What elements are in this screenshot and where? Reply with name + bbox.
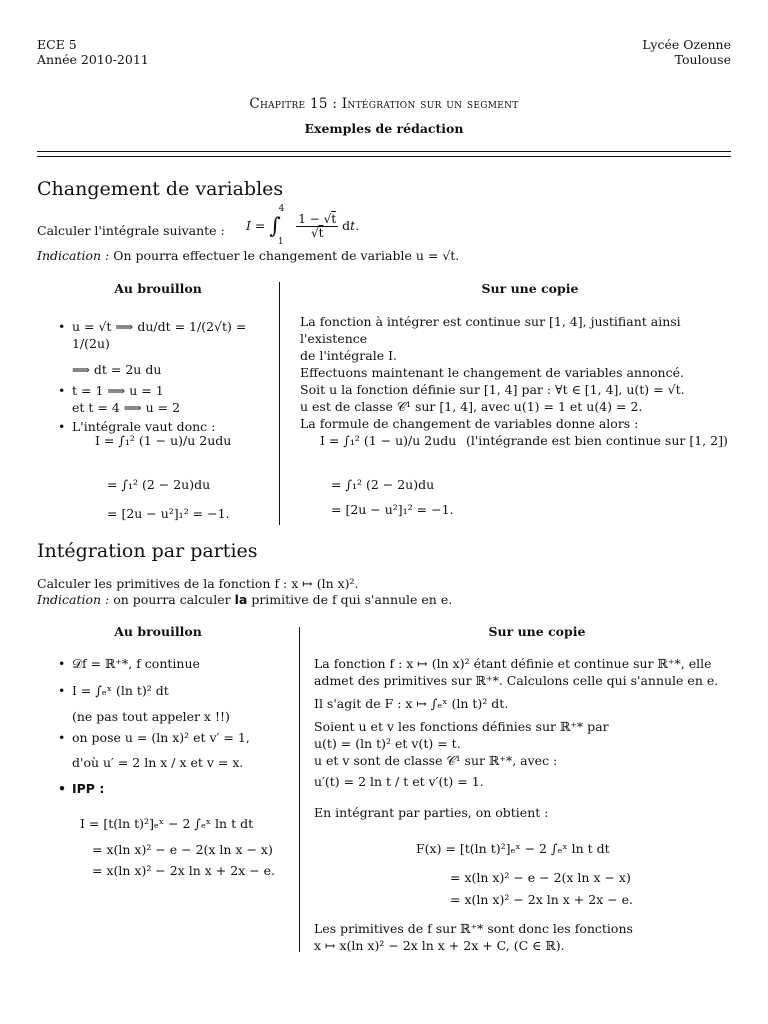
column-divider — [299, 627, 300, 952]
indication-label: Indication : — [37, 592, 110, 607]
task-text: Calculer les primitives de la fonction f : x ↦ (ln x)². — [37, 576, 359, 591]
copy-line: Les primitives de f sur ℝ⁺* sont donc les fonctions — [314, 921, 633, 936]
copy-line: u est de classe 𝒞¹ sur [1, 4], avec u(1) = 1 et u(4) = 2. — [300, 399, 643, 414]
draft-step: • u = √t ⟹ du/dt = 1/(2√t) = 1/(2u) — [72, 318, 277, 352]
draft-step: • L'intégrale vaut donc : — [72, 418, 277, 435]
copy-equation: = [2u − u²]₁² = −1. — [331, 502, 454, 517]
draft-step: • on pose u = (ln x)² et v′ = 1, — [72, 729, 292, 746]
copy-conclusion — [314, 920, 754, 954]
header-rule-bottom — [37, 156, 731, 157]
copy-line: de l'intégrale I. — [300, 348, 397, 363]
copy-line: u et v sont de classe 𝒞¹ sur ℝ⁺*, avec : — [314, 753, 558, 768]
city-label: Toulouse — [674, 52, 731, 67]
column-divider — [279, 282, 280, 525]
draft-equation: = ∫₁² (2 − 2u)du — [107, 477, 211, 492]
class-label: ECE 5 — [37, 37, 77, 52]
task-formula: $I = \int_1^4$ $\frac{1 - √t}{√t}$ dt. — [246, 203, 360, 247]
copy-line: u′(t) = 2 ln t / t et v′(t) = 1. — [314, 774, 484, 789]
school-label: Lycée Ozenne — [642, 37, 731, 52]
copy-heading: Sur une copie — [488, 624, 586, 639]
header-rule-top — [37, 151, 731, 152]
copy-line: Soient u et v les fonctions définies sur ℝ⁺* par — [314, 719, 609, 734]
copy-equation: = x(ln x)² − e − 2(x ln x − x) — [450, 870, 631, 885]
copy-equation-note: (l'intégrande est bien continue sur [1, 2]) — [466, 433, 728, 448]
copy-equation: I = ∫₁² (1 − u)/u 2udu — [320, 433, 457, 448]
indication-line — [37, 247, 459, 264]
draft-equation: I = [t(ln t)²]ₑˣ − 2 ∫ₑˣ ln t dt — [80, 816, 254, 831]
indication-line — [37, 591, 452, 608]
draft-heading: Au brouillon — [114, 281, 202, 296]
draft-equation: = [2u − u²]₁² = −1. — [107, 506, 230, 521]
copy-line: La fonction f : x ↦ (ln x)² étant définie et continue sur ℝ⁺*, elle — [314, 656, 712, 671]
copy-column-1 — [300, 313, 740, 432]
copy-line: Effectuons maintenant le changement de variables annoncé. — [300, 365, 684, 380]
draft-step: • t = 1 ⟹ u = 1 — [72, 382, 277, 399]
copy-line: La formule de changement de variables donne alors : — [300, 416, 639, 431]
draft-step: et t = 4 ⟹ u = 2 — [72, 400, 181, 415]
section-title-ibp: Intégration par parties — [37, 540, 258, 562]
chapter-title: Chapitre 15 : Intégration sur un segment — [249, 96, 519, 112]
copy-line: x ↦ x(ln x)² − 2x ln x + 2x + C, (C ∈ ℝ). — [314, 938, 565, 953]
copy-line: La fonction à intégrer est continue sur [1, 4], justifiant ainsi l'existence — [300, 314, 681, 346]
copy-column-2 — [314, 655, 754, 821]
ibp-label: • IPP : — [72, 780, 292, 797]
copy-heading: Sur une copie — [481, 281, 579, 296]
draft-step: ⟹ dt = 2u du — [72, 362, 162, 377]
indication-emphasis: la — [234, 592, 248, 607]
copy-line: Il s'agit de F : x ↦ ∫ₑˣ (ln t)² dt. — [314, 696, 509, 711]
year-label: Année 2010-2011 — [37, 52, 149, 67]
indication-label: Indication : — [37, 248, 110, 263]
draft-heading: Au brouillon — [114, 624, 202, 639]
task-text: Calculer l'intégrale suivante : — [37, 223, 225, 238]
copy-line: u(t) = (ln t)² et v(t) = t. — [314, 736, 461, 751]
indication-text: on pourra calculer — [113, 592, 231, 607]
copy-line: Soit u la fonction définie sur [1, 4] par : ∀t ∈ [1, 4], u(t) = √t. — [300, 382, 685, 397]
draft-equation: = x(ln x)² − 2x ln x + 2x − e. — [92, 863, 276, 878]
draft-step: • 𝒟f = ℝ⁺*, f continue — [72, 655, 292, 672]
draft-column-2 — [72, 655, 292, 797]
draft-step: • I = ∫ₑˣ (ln t)² dt — [72, 682, 292, 699]
draft-equation: I = ∫₁² (1 − u)/u 2udu — [95, 433, 232, 448]
document-subtitle: Exemples de rédaction — [304, 121, 464, 136]
draft-column-1 — [72, 318, 277, 435]
indication-text: primitive de f qui s'annule en e. — [251, 592, 453, 607]
copy-line: En intégrant par parties, on obtient : — [314, 805, 549, 820]
indication-text: On pourra effectuer le changement de variable u = √t. — [113, 248, 460, 263]
copy-line: admet des primitives sur ℝ⁺*. Calculons celle qui s'annule en e. — [314, 673, 719, 688]
draft-step: d'où u′ = 2 ln x / x et v = x. — [72, 755, 244, 770]
copy-equation: = ∫₁² (2 − 2u)du — [331, 477, 435, 492]
copy-equation: = x(ln x)² − 2x ln x + 2x − e. — [450, 892, 634, 907]
copy-equation: F(x) = [t(ln t)²]ₑˣ − 2 ∫ₑˣ ln t dt — [416, 841, 610, 856]
draft-equation: = x(ln x)² − e − 2(x ln x − x) — [92, 842, 273, 857]
section-title-substitution: Changement de variables — [37, 178, 284, 200]
draft-step: (ne pas tout appeler x !!) — [72, 709, 230, 724]
